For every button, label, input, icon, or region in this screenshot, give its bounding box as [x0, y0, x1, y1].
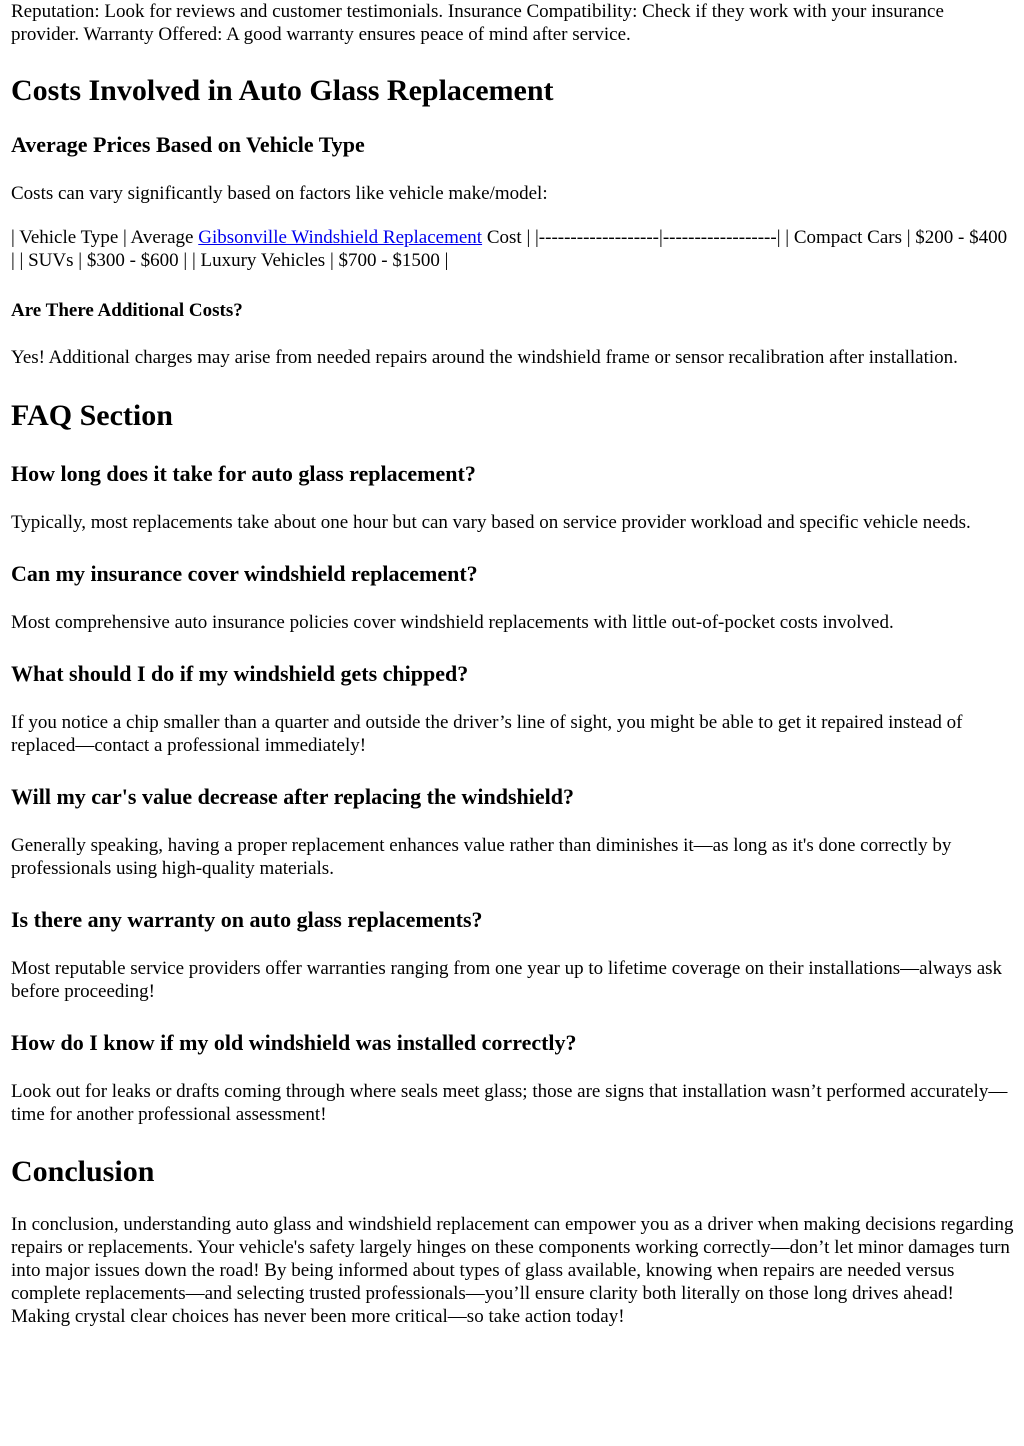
- faq-heading: FAQ Section: [11, 399, 173, 432]
- faq-answer: Look out for leaks or drafts coming through where seals meet glass; those are signs that installation wasn’t performed accurately—time for another professional assessment!: [11, 1081, 1008, 1125]
- faq-question: What should I do if my windshield gets chipped?: [11, 661, 469, 686]
- faq-question: Is there any warranty on auto glass replacements?: [11, 907, 483, 932]
- average-prices-heading: Average Prices Based on Vehicle Type: [11, 132, 365, 157]
- faq-answer: Generally speaking, having a proper replacement enhances value rather than diminishes it—as long as it's done correctly by professionals using high-quality materials.: [11, 835, 952, 879]
- faq-question: Can my insurance cover windshield replacement?: [11, 561, 478, 586]
- costs-heading: Costs Involved in Auto Glass Replacement: [11, 74, 554, 107]
- additional-costs-paragraph: Yes! Additional charges may arise from needed repairs around the windshield frame or sensor recalibration after installation.: [11, 347, 958, 368]
- conclusion-paragraph: In conclusion, understanding auto glass and windshield replacement can empower you as a driver when making decisions regarding repairs or replacements. Your vehicle's safety largely hinges on these components working correctly—don’t let minor damages turn into major issues down the road! By being informed about types of glass available, knowing when repairs are needed versus complete replacements—and selecting trusted professionals—you’ll ensure clarity both literally on those long drives ahead! Making crystal clear choices has never been more critical—so take action today!: [11, 1214, 1014, 1327]
- gibsonville-windshield-replacement-link[interactable]: Gibsonville Windshield Replacement: [198, 227, 483, 248]
- faq-answer: Typically, most replacements take about one hour but can vary based on service provider workload and specific vehicle needs.: [11, 512, 971, 533]
- additional-costs-heading: Are There Additional Costs?: [11, 300, 243, 321]
- price-table-paragraph: [11, 226, 1014, 272]
- price-table-text-before: | Vehicle Type | Average: [11, 227, 199, 248]
- faq-question: Will my car's value decrease after replacing the windshield?: [11, 784, 574, 809]
- conclusion-heading: Conclusion: [11, 1155, 155, 1188]
- faq-question: How do I know if my old windshield was installed correctly?: [11, 1030, 577, 1055]
- intro-paragraph: Reputation: Look for reviews and customer testimonials. Insurance Compatibility: Check if they work with your insurance provider. Warranty Offered: A good warranty ensures peace of mind after service.: [11, 1, 944, 45]
- faq-answer: Most reputable service providers offer warranties ranging from one year up to lifetime coverage on their installations—always ask before proceeding!: [11, 958, 1003, 1002]
- faq-question: How long does it take for auto glass replacement?: [11, 461, 476, 486]
- price-table-text-after: Cost | |-------------------|------------------| | Compact Cars | $200 - $400 | | SUVs | $300 - $600 | | Luxury Vehicles | $700 - $1500 |: [11, 227, 1008, 271]
- costs-vary-paragraph: Costs can vary significantly based on factors like vehicle make/model:: [11, 183, 548, 204]
- faq-answer: If you notice a chip smaller than a quarter and outside the driver’s line of sight, you might be able to get it repaired instead of replaced—contact a professional immediately!: [11, 712, 963, 756]
- faq-list: [11, 461, 1014, 1126]
- faq-answer: Most comprehensive auto insurance policies cover windshield replacements with little out-of-pocket costs involved.: [11, 612, 894, 633]
